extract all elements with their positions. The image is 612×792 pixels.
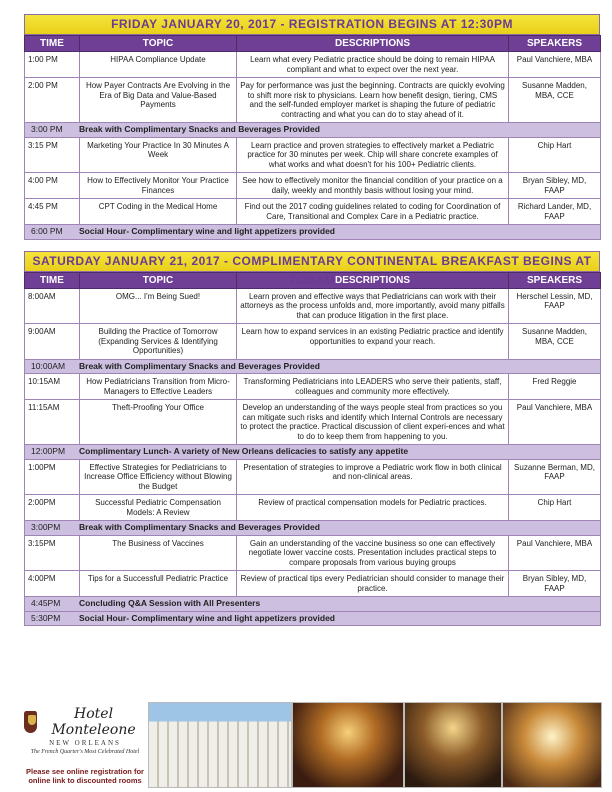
time-header: TIME	[25, 36, 80, 52]
break-cell	[25, 611, 601, 626]
hotel-city: NEW ORLEANS	[49, 739, 121, 747]
break-text: Social Hour- Complimentary wine and light appetizers provided	[79, 612, 335, 623]
session-description: Transforming Pediatricians into LEADERS who serve their patients, staff, colleagues and community more effectively.	[237, 374, 509, 400]
break-row	[25, 225, 601, 240]
break-row	[25, 359, 601, 374]
session-description: Learn what every Pediatric practice should be doing to remain HIPAA compliant and what to expect over the next year.	[237, 52, 509, 78]
session-time: 4:45 PM	[25, 199, 80, 225]
session-speaker: Richard Lander, MD, FAAP	[509, 199, 601, 225]
session-row	[25, 78, 601, 123]
session-row	[25, 374, 601, 400]
break-row	[25, 611, 601, 626]
session-speaker: Bryan Sibley, MD, FAAP	[509, 173, 601, 199]
break-row	[25, 445, 601, 460]
session-row	[25, 535, 601, 571]
session-time: 8:00AM	[25, 288, 80, 324]
hotel-bar-photo	[292, 702, 404, 788]
topic-header: TOPIC	[80, 36, 237, 52]
break-cell	[25, 521, 601, 536]
time-header: TIME	[25, 272, 80, 288]
hotel-footer	[24, 700, 600, 788]
break-row	[25, 521, 601, 536]
break-cell	[25, 359, 601, 374]
session-description: Learn proven and effective ways that Pediatricians can work with their attorneys as the process unfolds and, more importantly, avoid many pitfalls that can produce litigation in the first place.	[237, 288, 509, 324]
break-text: Complimentary Lunch- A variety of New Orleans delicacies to satisfy any appetite	[79, 446, 409, 456]
session-description: Develop an understanding of the ways people steal from practices so you can mitigate such risks and identify which Internal Controls are necessary to protect the practice. Practical discussion of client experi-ences and what to do to keep them from happening to you.	[237, 400, 509, 445]
session-speaker: Paul Vanchiere, MBA	[509, 400, 601, 445]
speakers-header: SPEAKERS	[509, 272, 601, 288]
session-speaker: Herschel Lessin, MD, FAAP	[509, 288, 601, 324]
speakers-header: SPEAKERS	[509, 36, 601, 52]
session-time: 3:15 PM	[25, 137, 80, 173]
hotel-lobby-photo	[502, 702, 602, 788]
break-row	[25, 597, 601, 612]
hotel-ballroom-photo	[404, 702, 502, 788]
session-topic: Tips for a Successfull Pediatric Practice	[80, 571, 237, 597]
break-text: Break with Complimentary Snacks and Beverages Provided	[79, 360, 320, 371]
hotel-info	[24, 700, 146, 788]
session-time: 3:15PM	[25, 535, 80, 571]
session-row	[25, 52, 601, 78]
break-time: 3:00 PM	[31, 124, 63, 134]
session-speaker: Suzanne Berman, MD, FAAP	[509, 459, 601, 495]
day1-schedule-table	[24, 35, 601, 240]
session-description: Review of practical compensation models for Pediatric practices.	[237, 495, 509, 521]
session-time: 9:00AM	[25, 324, 80, 360]
break-cell	[25, 597, 601, 612]
session-time: 1:00 PM	[25, 52, 80, 78]
session-topic: Building the Practice of Tomorrow (Expanding Services & Identifying Opportunities)	[80, 324, 237, 360]
hotel-tagline: The French Quarter's Most Celebrated Hotel	[30, 749, 140, 755]
session-topic: Marketing Your Practice In 30 Minutes A Week	[80, 137, 237, 173]
session-description: Learn practice and proven strategies to effectively market a Pediatric practice for 30 minutes per week. Chip will share concrete examples of what works and what doesn't for his 100+ Pediatric clients.	[237, 137, 509, 173]
session-speaker: Chip Hart	[509, 137, 601, 173]
session-time: 4:00 PM	[25, 173, 80, 199]
session-topic: How to Effectively Monitor Your Practice Finances	[80, 173, 237, 199]
day2-schedule-table	[24, 272, 601, 627]
session-row	[25, 400, 601, 445]
session-topic: How Payer Contracts Are Evolving in the Era of Big Data and Value-Based Payments	[80, 78, 237, 123]
session-time: 1:00PM	[25, 459, 80, 495]
break-cell	[25, 123, 601, 138]
session-description: Review of practical tips every Pediatrician should consider to manage their practice.	[237, 571, 509, 597]
break-cell	[25, 445, 601, 460]
session-topic: Effective Strategies for Pediatricians to Increase Office Efficiency without Blowing the Budget	[80, 459, 237, 495]
break-text: Concluding Q&A Session with All Presenters	[79, 598, 261, 608]
break-time: 3:00PM	[31, 522, 61, 532]
session-speaker: Chip Hart	[509, 495, 601, 521]
break-text: Break with Complimentary Snacks and Beverages Provided	[79, 124, 320, 134]
session-description: Gain an understanding of the vaccine business so one can effectively negotiate lower vaccine costs. Presentation includes practical steps to compare proposals from various buying groups	[237, 535, 509, 571]
session-time: 2:00PM	[25, 495, 80, 521]
session-description: Learn how to expand services in an existing Pediatric practice and identify opportunities to expand your reach.	[237, 324, 509, 360]
session-topic: The Business of Vaccines	[80, 535, 237, 571]
session-topic: CPT Coding in the Medical Home	[80, 199, 237, 225]
session-row	[25, 199, 601, 225]
session-time: 10:15AM	[25, 374, 80, 400]
session-speaker: Bryan Sibley, MD, FAAP	[509, 571, 601, 597]
session-time: 2:00 PM	[25, 78, 80, 123]
break-cell	[25, 225, 601, 240]
day2-banner: SATURDAY JANUARY 21, 2017 - COMPLIMENTARY CONTINENTAL BREAKFAST BEGINS AT 7:30AM	[24, 251, 600, 272]
descriptions-header: DESCRIPTIONS	[237, 272, 509, 288]
day2-rows	[25, 288, 601, 626]
break-time: 12:00PM	[31, 446, 66, 456]
session-row	[25, 571, 601, 597]
registration-note: Please see online registration for online link to discounted rooms	[26, 767, 144, 785]
session-speaker: Susanne Madden, MBA, CCE	[509, 324, 601, 360]
hotel-logo	[24, 706, 146, 738]
day1-rows	[25, 52, 601, 240]
session-description: Presentation of strategies to improve a Pediatric work flow in both clinical and non-clinical areas.	[237, 459, 509, 495]
break-time: 5:30PM	[31, 612, 61, 623]
session-row	[25, 495, 601, 521]
descriptions-header: DESCRIPTIONS	[237, 36, 509, 52]
session-time: 4:00PM	[25, 571, 80, 597]
session-row	[25, 324, 601, 360]
session-speaker: Paul Vanchiere, MBA	[509, 52, 601, 78]
session-description: Pay for performance was just the beginning. Contracts are quickly evolving to shift more risk to physicians. Learn how benefit design, tiering, CMS and the self-funded employer market is shaping the future of pediatric contracting and what you can do to stay ahead of it.	[237, 78, 509, 123]
session-topic: How Pediatricians Transition from Micro-Managers to Effective Leaders	[80, 374, 237, 400]
session-description: Find out the 2017 coding guidelines related to coding for Coordination of Care, Transitional and Complex Care in a Pediatric practice.	[237, 199, 509, 225]
session-topic: OMG... I'm Being Sued!	[80, 288, 237, 324]
session-description: See how to effectively monitor the financial condition of your practice on a daily, weekly and monthly basis without losing your mind.	[237, 173, 509, 199]
session-time: 11:15AM	[25, 400, 80, 445]
schedule-frame	[24, 14, 600, 626]
topic-header: TOPIC	[80, 272, 237, 288]
break-text: Social Hour- Complimentary wine and light appetizers provided	[79, 226, 335, 236]
break-time: 6:00 PM	[31, 226, 63, 236]
session-speaker: Fred Reggie	[509, 374, 601, 400]
hotel-crest-icon	[24, 711, 37, 733]
session-row	[25, 173, 601, 199]
break-text: Break with Complimentary Snacks and Beverages Provided	[79, 522, 320, 532]
session-row	[25, 288, 601, 324]
hotel-exterior-photo	[148, 702, 292, 788]
day1-banner: FRIDAY JANUARY 20, 2017 - REGISTRATION BEGINS AT 12:30PM	[24, 14, 600, 35]
break-row	[25, 123, 601, 138]
session-topic: Successful Pediatric Compensation Models: A Review	[80, 495, 237, 521]
session-topic: HIPAA Compliance Update	[80, 52, 237, 78]
session-row	[25, 459, 601, 495]
day1-header-row	[25, 36, 601, 52]
session-speaker: Susanne Madden, MBA, CCE	[509, 78, 601, 123]
hotel-name: Hotel Monteleone	[51, 706, 136, 738]
break-time: 4:45PM	[31, 598, 61, 608]
session-topic: Theft-Proofing Your Office	[80, 400, 237, 445]
session-row	[25, 137, 601, 173]
break-time: 10:00AM	[31, 360, 66, 371]
session-speaker: Paul Vanchiere, MBA	[509, 535, 601, 571]
